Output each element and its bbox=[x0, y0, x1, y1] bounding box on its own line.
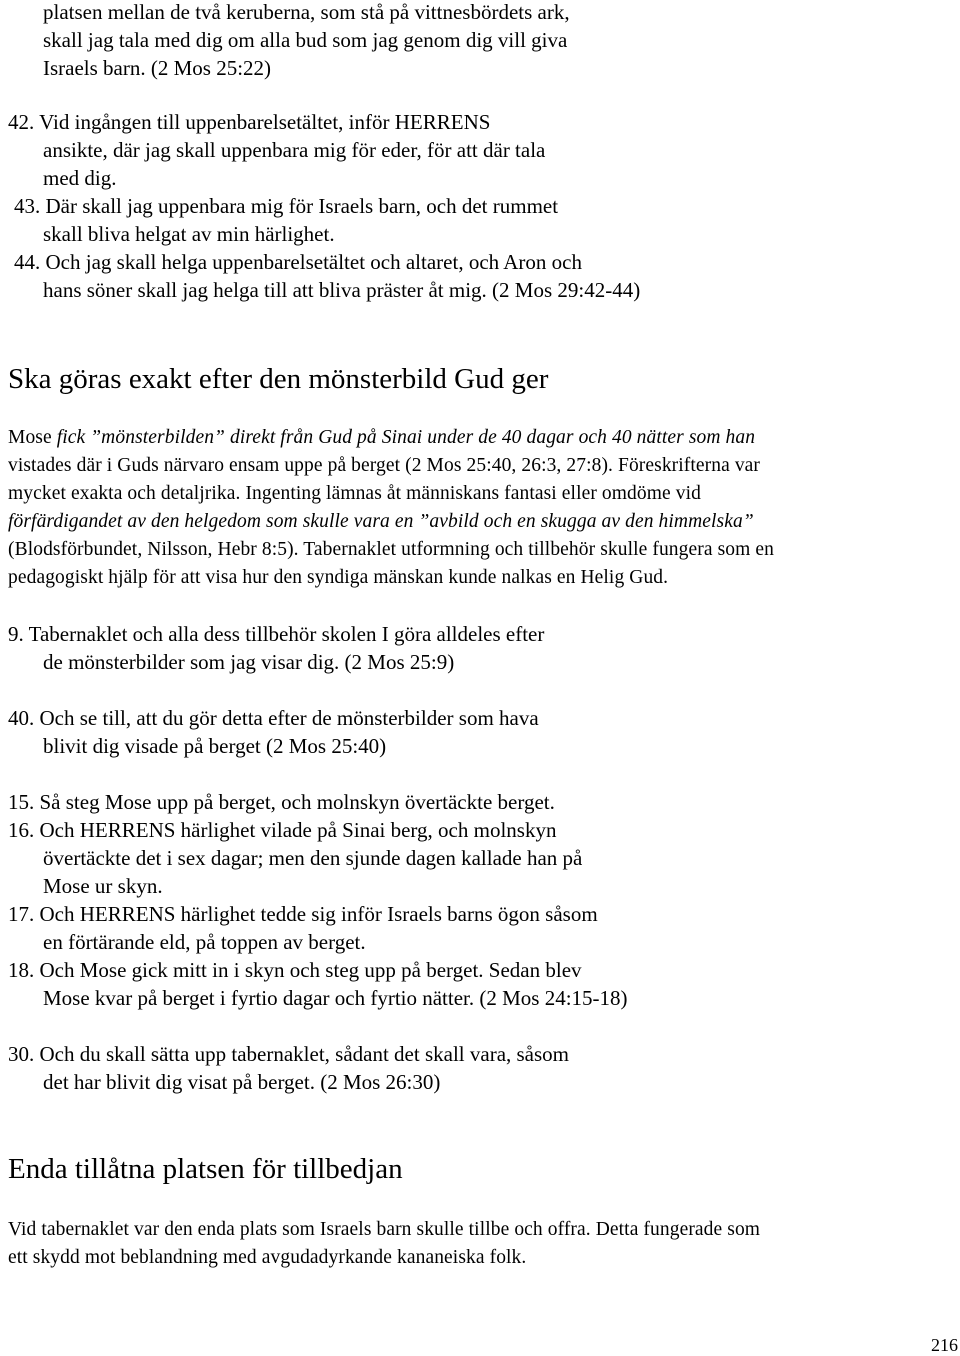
verse-16-line: 16. Och HERRENS härlighet vilade på Sinai berg, och molnskyn bbox=[8, 818, 557, 842]
verse-block-2mos-24 bbox=[8, 788, 948, 1012]
verse-30-line: det har blivit dig visat på berget. (2 Mos 26:30) bbox=[43, 1070, 441, 1094]
italic-text: fick ”mönsterbilden” direkt från Gud på Sinai under de 40 dagar och 40 nätter som han bbox=[56, 427, 756, 448]
verse-15-line: 15. Så steg Mose upp på berget, och molnskyn övertäckte berget. bbox=[8, 790, 555, 814]
verse-9-line: 9. Tabernaklet och alla dess tillbehör skolen I göra alldeles efter bbox=[8, 622, 545, 646]
verse-43-line: 43. Där skall jag uppenbara mig för Israels barn, och det rummet bbox=[14, 194, 559, 218]
verse-40-line: blivit dig visade på berget (2 Mos 25:40) bbox=[43, 734, 387, 758]
verse-16-line: Mose ur skyn. bbox=[43, 874, 163, 898]
verse-44-line: 44. Och jag skall helga uppenbarelsetältet och altaret, och Aron och bbox=[14, 250, 582, 274]
verse-42-line: med dig. bbox=[43, 166, 117, 190]
section-heading-tillbedjan: Enda tillåtna platsen för tillbedjan bbox=[8, 1153, 403, 1185]
section-heading-monsterbild: Ska göras exakt efter den mönsterbild Gud ger bbox=[8, 363, 549, 395]
paragraph-line: mycket exakta och detaljrika. Ingenting lämnas åt människans fantasi eller omdöme vid bbox=[8, 483, 701, 504]
paragraph-line: Vid tabernaklet var den enda plats som Israels barn skulle tillbe och offra. Detta fungerade som bbox=[8, 1219, 761, 1240]
verse-44-line: hans söner skall jag helga till att bliva präster åt mig. (2 Mos 29:42-44) bbox=[43, 278, 641, 302]
paragraph-line bbox=[8, 424, 953, 452]
verse-9-line: de mönsterbilder som jag visar dig. (2 Mos 25:9) bbox=[43, 650, 455, 674]
verse-30-line: 30. Och du skall sätta upp tabernaklet, sådant det skall vara, såsom bbox=[8, 1042, 570, 1066]
verse-40-line: 40. Och se till, att du gör detta efter de mönsterbilder som hava bbox=[8, 706, 539, 730]
verse-18-line: Mose kvar på berget i fyrtio dagar och fyrtio nätter. (2 Mos 24:15-18) bbox=[43, 986, 628, 1010]
paragraph-line bbox=[8, 508, 953, 536]
verse-block-2mos-29 bbox=[8, 108, 948, 304]
verse-42-line: 42. Vid ingången till uppenbarelsetältet, inför HERRENS bbox=[8, 110, 491, 134]
verse-line: skall jag tala med dig om alla bud som jag genom dig vill giva bbox=[43, 28, 568, 52]
verse-43-line: skall bliva helgat av min härlighet. bbox=[43, 222, 335, 246]
page-number: 216 bbox=[931, 1335, 958, 1355]
verse-block-2mos-25-9 bbox=[8, 620, 948, 676]
body-paragraph-tillbedjan bbox=[8, 1216, 953, 1272]
verse-42-line: ansikte, där jag skall uppenbara mig för eder, för att där tala bbox=[43, 138, 546, 162]
paragraph-line: vistades där i Guds närvaro ensam uppe på berget (2 Mos 25:40, 26:3, 27:8). Föreskrifterna var bbox=[8, 455, 761, 476]
body-paragraph-monsterbild bbox=[8, 424, 953, 592]
paragraph-text: Mose bbox=[8, 427, 57, 448]
verse-line: platsen mellan de två keruberna, som stå på vittnesbördets ark, bbox=[43, 0, 570, 24]
verse-18-line: 18. Och Mose gick mitt in i skyn och steg upp på berget. Sedan blev bbox=[8, 958, 582, 982]
verse-line: Israels barn. (2 Mos 25:22) bbox=[43, 56, 272, 80]
verse-16-line: övertäckte det i sex dagar; men den sjunde dagen kallade han på bbox=[43, 846, 583, 870]
verse-block-continuation bbox=[8, 0, 948, 82]
verse-17-line: 17. Och HERRENS härlighet tedde sig inför Israels barns ögon såsom bbox=[8, 902, 598, 926]
paragraph-line: pedagogiskt hjälp för att visa hur den syndiga mänskan kunde nalkas en Helig Gud. bbox=[8, 567, 669, 588]
paragraph-line: ett skydd mot beblandning med avgudadyrkande kananeiska folk. bbox=[8, 1247, 527, 1268]
verse-block-2mos-25-40 bbox=[8, 704, 948, 760]
verse-block-2mos-26-30 bbox=[8, 1040, 948, 1096]
verse-17-line: en förtärande eld, på toppen av berget. bbox=[43, 930, 366, 954]
italic-text: förfärdigandet av den helgedom som skulle vara en ”avbild och en skugga av den himmelska” bbox=[8, 511, 754, 532]
paragraph-line: (Blodsförbundet, Nilsson, Hebr 8:5). Tabernaklet utformning och tillbehör skulle fungera som en bbox=[8, 539, 774, 560]
